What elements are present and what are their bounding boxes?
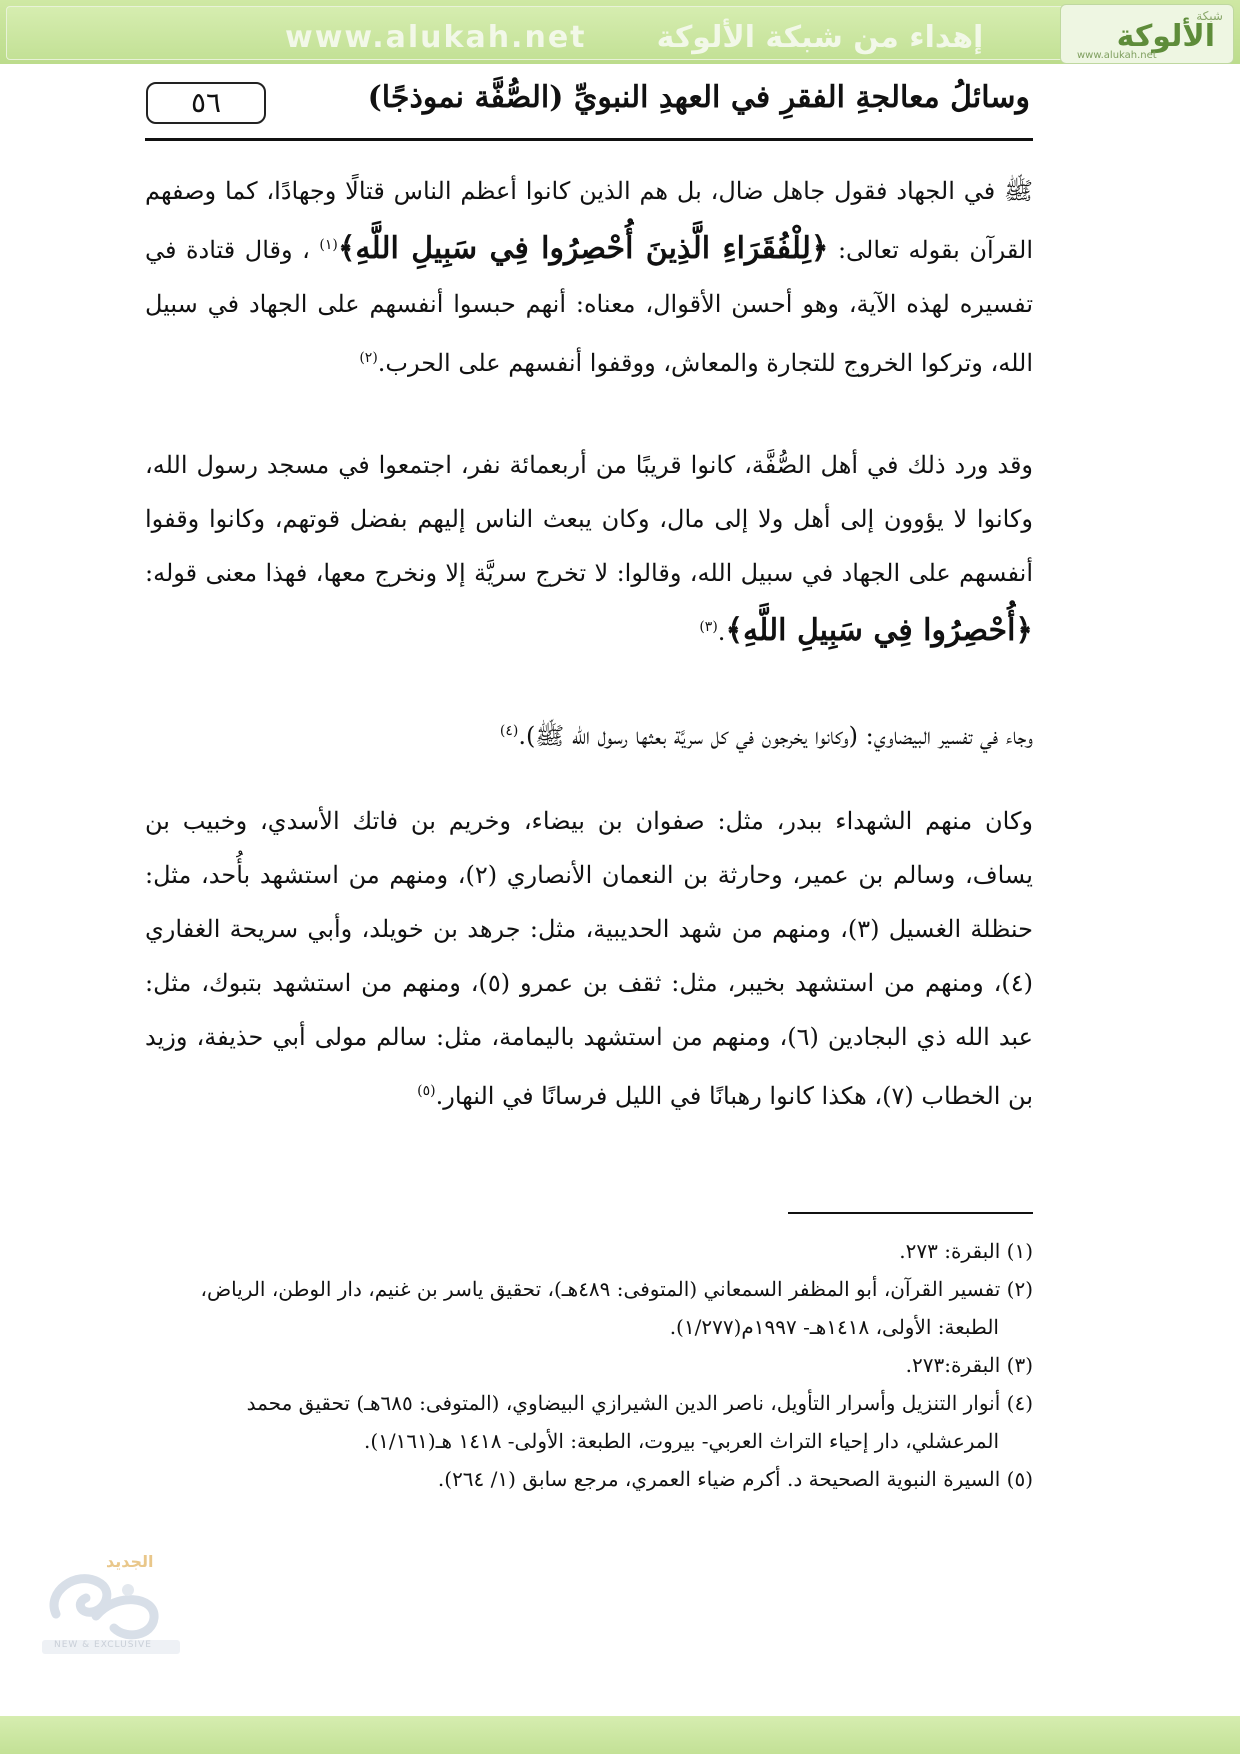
p1-text-a: ﷺ في الجهاد فقول جاهل ضال، بل هم الذين كانوا أعظم الناس قتالًا وجهادًا، كما وصفهم القرآن بقوله تعالى: bbox=[145, 177, 1034, 264]
bottom-banner bbox=[0, 1716, 1240, 1754]
site-url[interactable]: www.alukah.net bbox=[285, 20, 587, 55]
footnote-1: (١) البقرة: ٢٧٣. bbox=[899, 1239, 1033, 1263]
p4-text: وكان منهم الشهداء ببدر، مثل: صفوان بن بيضاء، وخريم بن فاتك الأسدي، وخبيب بن يساف، وسالم بن عمير، وحارثة بن النعمان الأنصاري (٢)، ومنهم من استشهد بأُحد، مثل: حنظلة الغسيل (٣)، ومنهم من شهد الحديبية، مثل: جرهد بن خويلد، وأبي سريحة الغفاري (٤)، ومنهم من استشهد بخيبر، مثل: ثقف بن عمرو (٥)، ومنهم من استشهد بتبوك، مثل: عبد الله ذي البجادين (٦)، ومنهم من استشهد باليمامة، مثل: سالم مولى أبي حذيفة، وزيد بن الخطاب (٧)، هكذا كانوا رهبانًا في الليل فرسانًا في النهار. bbox=[145, 807, 1034, 1110]
header-divider bbox=[145, 138, 1033, 141]
footnote-ref-3[interactable]: (٣) bbox=[699, 619, 718, 635]
footnote-divider bbox=[788, 1212, 1033, 1214]
footnote-5: (٥) السيرة النبوية الصحيحة د. أكرم ضياء العمري، مرجع سابق (١/ ٢٦٤). bbox=[437, 1467, 1033, 1491]
p3-text: وجاء في تفسير البيضاوي: (وكانوا يخرجون في كل سريَّة بعثها رسول الله ﷺ). bbox=[518, 722, 1033, 750]
stamp-bottom-text: NEW & EXCLUSIVE bbox=[54, 1640, 152, 1650]
new-exclusive-stamp bbox=[36, 1552, 186, 1662]
paragraph-3 bbox=[145, 704, 1033, 763]
footnote-2-continued: الطبعة: الأولى، ١٤١٨هـ- ١٩٩٧م(١/٢٧٧). bbox=[669, 1315, 999, 1339]
footnote-ref-4[interactable]: (٤) bbox=[499, 723, 519, 739]
footnote-4-continued: المرعشلي، دار إحياء التراث العربي- بيروت، الطبعة: الأولى- ١٤١٨ هـ(١/١٦١). bbox=[364, 1429, 999, 1453]
footnote-ref-2[interactable]: (٢) bbox=[359, 350, 378, 366]
logo-url-text: www.alukah.net bbox=[1077, 50, 1157, 61]
footnotes bbox=[145, 1232, 1033, 1498]
logo-small-text: شبكة bbox=[1196, 9, 1223, 23]
paragraph-2: وقد ورد ذلك في أهل الصُّفَّة، كانوا قريبًا من أربعمائة نفر، اجتمعوا في مسجد رسول الله، وكانوا لا يؤوون إلى أهل ولا إلى مال، وكان يبعث الناس إليهم بفضل قوتهم، وكانوا وقفوا أنفسهم على الجهاد في سبيل الله، وقالوا: لا تخرج سريَّة إلا ونخرج معها، فهذا معنى قوله: ﴿أُحْصِرُوا فِي سَبِيلِ اللَّهِ﴾.$^{(٣)}$ bbox=[145, 451, 1034, 648]
page-number: ٥٦ bbox=[146, 82, 266, 124]
stamp-top-text: الجديد bbox=[106, 1552, 154, 1571]
p2-text: وقد ورد ذلك في أهل الصُّفَّة، كانوا قريبًا من أربعمائة نفر، اجتمعوا في مسجد رسول الله، وكانوا لا يؤوون إلى أهل ولا إلى مال، وكان يبعث الناس إليهم بفضل قوتهم، وكانوا وقفوا أنفسهم على الجهاد في سبيل الله، وقالوا: لا تخرج سريَّة إلا ونخرج معها، فهذا معنى قوله: bbox=[145, 451, 1034, 587]
banner-strip bbox=[6, 6, 1234, 60]
footnote-2: (٢) تفسير القرآن، أبو المظفر السمعاني (المتوفى: ٤٨٩هـ)، تحقيق ياسر بن غنيم، دار الوطن، الرياض، bbox=[200, 1277, 1033, 1301]
alukah-logo[interactable] bbox=[1060, 4, 1234, 64]
quran-verse-2: ﴿أُحْصِرُوا فِي سَبِيلِ اللَّهِ﴾ bbox=[725, 613, 1033, 648]
paragraph-1 bbox=[145, 164, 1033, 390]
footnote-3: (٣) البقرة:٢٧٣. bbox=[905, 1353, 1033, 1377]
footnote-ref-1[interactable]: (١) bbox=[319, 237, 338, 253]
footnote-ref-5[interactable]: (٥) bbox=[417, 1083, 436, 1099]
p1-text-b: ، وقال قتادة في تفسيره لهذه الآية، وهو أحسن الأقوال، معناه: أنهم حبسوا أنفسهم على الجهاد في سبيل الله، وتركوا الخروج للتجارة والمعاش، ووقفوا أنفسهم على الحرب. bbox=[145, 236, 1033, 377]
quran-verse-1: ﴿لِلْفُقَرَاءِ الَّذِينَ أُحْصِرُوا فِي سَبِيلِ اللَّهِ﴾ bbox=[337, 231, 829, 266]
paragraph-4 bbox=[145, 794, 1033, 1123]
gift-caption: إهداء من شبكة الألوكة bbox=[656, 20, 984, 55]
footnote-4: (٤) أنوار التنزيل وأسرار التأويل، ناصر الدين الشيرازي البيضاوي، (المتوفى: ٦٨٥هـ) تحقيق محمد bbox=[246, 1391, 1033, 1415]
top-banner bbox=[0, 0, 1240, 64]
logo-big-text: الألوكة bbox=[1116, 19, 1215, 54]
page-title: وسائلُ معالجةِ الفقرِ في العهدِ النبويِّ (الصُّفَّة نموذجًا) bbox=[367, 80, 1030, 115]
